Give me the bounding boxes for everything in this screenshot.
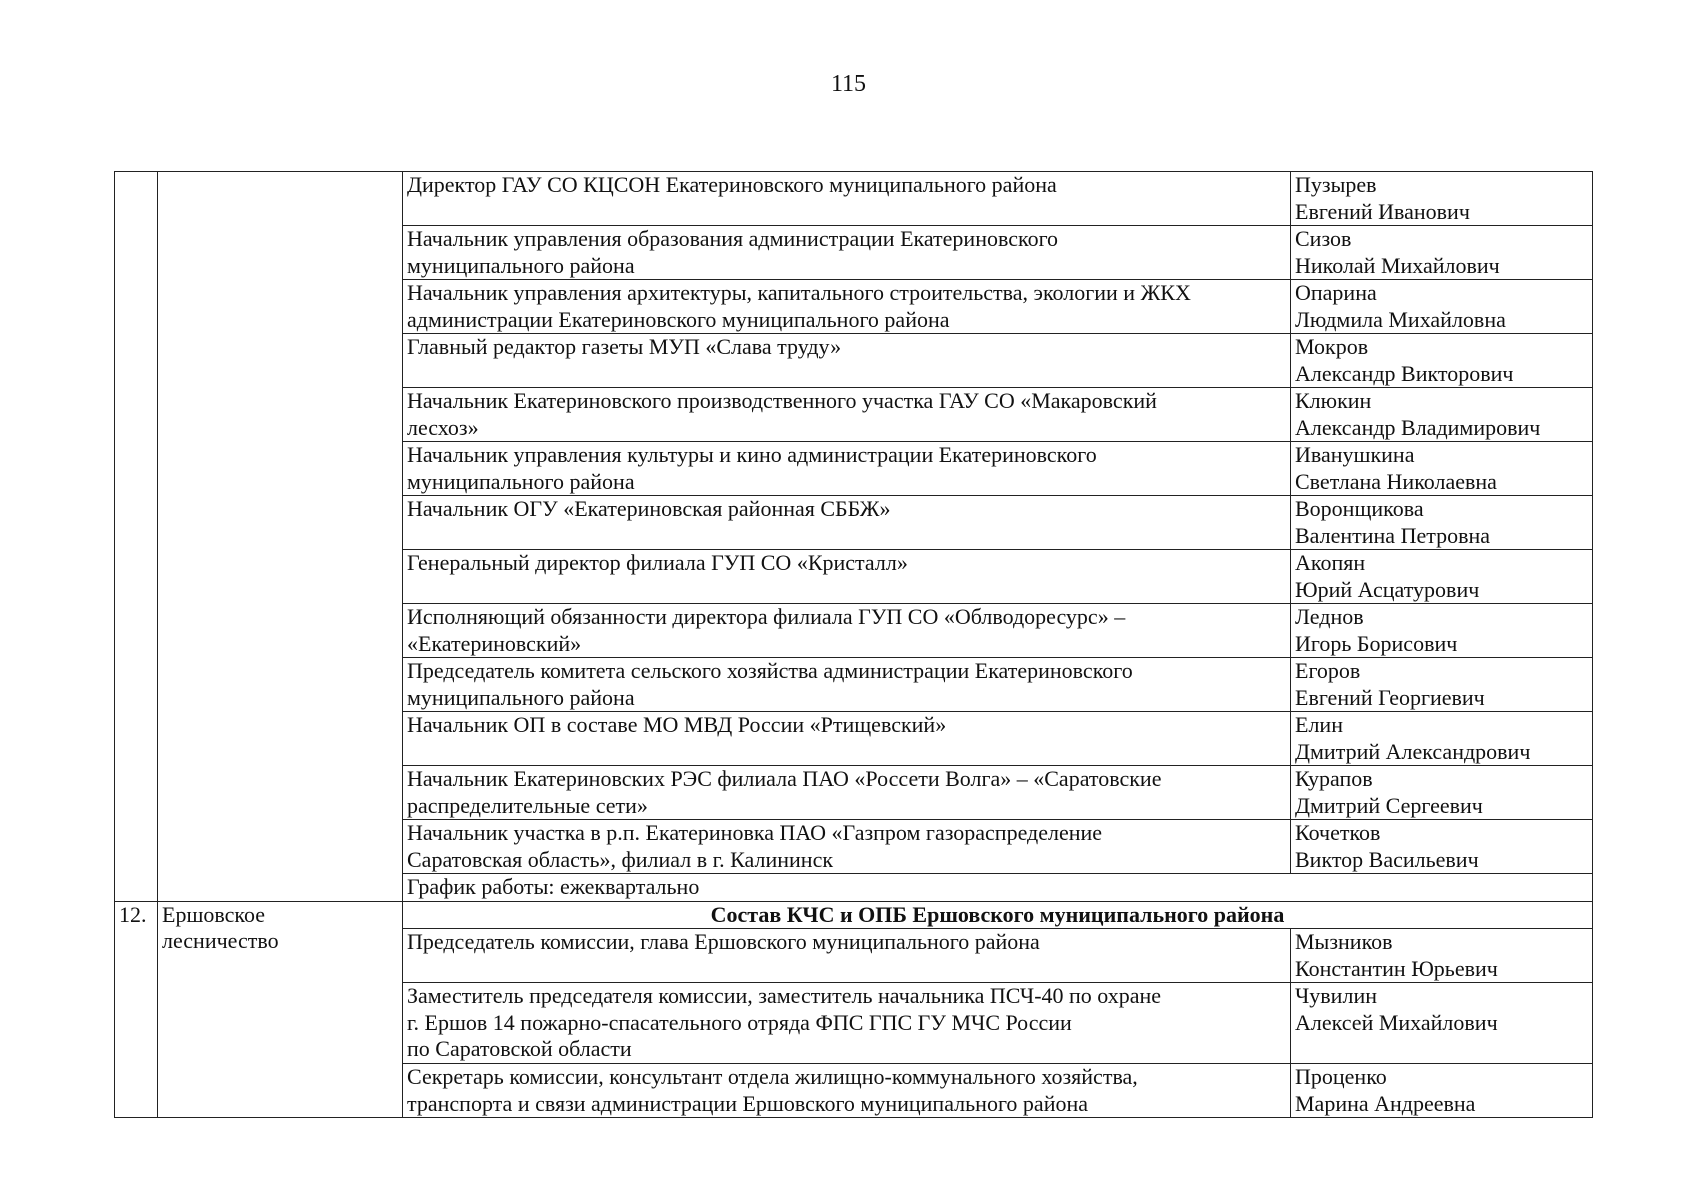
name-cell: [1291, 442, 1593, 496]
name-cell: [1291, 658, 1593, 712]
name-line: Валентина Петровна: [1295, 522, 1491, 548]
name-line: Мызников: [1295, 929, 1393, 954]
commission-table: [114, 171, 1593, 1118]
number-cell: [115, 172, 158, 902]
position-cell: [403, 820, 1291, 874]
name-line: Александр Викторович: [1295, 360, 1514, 386]
position-cell: [403, 1064, 1291, 1118]
name-line: Александр Владимирович: [1295, 414, 1541, 440]
name-line: Акопян: [1295, 550, 1366, 575]
position-cell: [403, 496, 1291, 550]
position-line: Председатель комитета сельского хозяйства администрации Екатериновского: [407, 658, 1133, 683]
section-title: Состав КЧС и ОПБ Ершовского муниципального района: [403, 901, 1593, 929]
name-cell: [1291, 280, 1593, 334]
name-line: Виктор Васильевич: [1295, 846, 1479, 872]
name-line: Егоров: [1295, 658, 1361, 683]
position-cell: [403, 388, 1291, 442]
name-line: Сизов: [1295, 226, 1352, 251]
position-cell: [403, 766, 1291, 820]
name-line: Николай Михайлович: [1295, 252, 1500, 278]
name-cell: [1291, 1064, 1593, 1118]
name-line: Иванушкина: [1295, 442, 1415, 467]
position-line: «Екатериновский»: [407, 630, 582, 656]
name-line: Леднов: [1295, 604, 1364, 629]
commission-table-body: [115, 172, 1593, 1118]
name-line: Мокров: [1295, 334, 1369, 359]
name-cell: [1291, 388, 1593, 442]
position-line: Председатель комиссии, глава Ершовского муниципального района: [407, 929, 1040, 954]
position-cell: [403, 658, 1291, 712]
position-line: администрации Екатериновского муниципального района: [407, 306, 950, 332]
position-cell: [403, 712, 1291, 766]
forestry-line: Ершовское: [162, 901, 266, 927]
forestry-line: лесничество: [162, 928, 279, 953]
section-number: 12.: [115, 901, 158, 1118]
name-line: Дмитрий Александрович: [1295, 738, 1531, 764]
position-line: Начальник Екатериновских РЭС филиала ПАО «Россети Волга» – «Саратовские: [407, 766, 1162, 791]
name-cell: [1291, 334, 1593, 388]
position-cell: [403, 442, 1291, 496]
position-cell: [403, 334, 1291, 388]
name-cell: [1291, 712, 1593, 766]
position-line: Исполняющий обязанности директора филиала ГУП СО «Облводоресурс» –: [407, 604, 1126, 629]
name-line: Светлана Николаевна: [1295, 468, 1497, 494]
forestry-name: [158, 901, 403, 1118]
name-cell: [1291, 929, 1593, 983]
name-line: Юрий Асцатурович: [1295, 576, 1480, 602]
position-line: Главный редактор газеты МУП «Слава труду»: [407, 334, 842, 359]
name-cell: [1291, 226, 1593, 280]
position-cell: [403, 550, 1291, 604]
position-line: Начальник управления архитектуры, капитального строительства, экологии и ЖКХ: [407, 280, 1191, 305]
name-cell: [1291, 172, 1593, 226]
name-cell: [1291, 820, 1593, 874]
position-line: по Саратовской области: [407, 1036, 632, 1061]
position-line: Начальник ОП в составе МО МВД России «Ртищевский»: [407, 712, 947, 737]
name-cell: [1291, 604, 1593, 658]
name-line: Чувилин: [1295, 983, 1377, 1008]
position-cell: [403, 929, 1291, 983]
position-line: Генеральный директор филиала ГУП СО «Кристалл»: [407, 550, 908, 575]
position-line: транспорта и связи администрации Ершовского муниципального района: [407, 1090, 1089, 1116]
page-number: 115: [830, 71, 867, 97]
name-line: Игорь Борисович: [1295, 630, 1458, 656]
name-line: Елин: [1295, 712, 1343, 737]
name-line: Людмила Михайловна: [1295, 306, 1506, 332]
name-line: Дмитрий Сергеевич: [1295, 792, 1483, 818]
position-line: Заместитель председателя комиссии, заместитель начальника ПСЧ-40 по охране: [407, 983, 1162, 1008]
position-line: Саратовская область», филиал в г. Калининск: [407, 846, 834, 872]
position-cell: [403, 172, 1291, 226]
name-line: Клюкин: [1295, 388, 1372, 413]
table-row: [115, 172, 1593, 226]
position-line: лесхоз»: [407, 414, 479, 440]
name-line: Пузырев: [1295, 172, 1377, 197]
name-line: Евгений Иванович: [1295, 198, 1470, 224]
position-line: муниципального района: [407, 468, 635, 494]
position-line: Начальник участка в р.п. Екатериновка ПАО «Газпром газораспределение: [407, 820, 1103, 845]
forestry-cell: [158, 172, 403, 902]
position-line: г. Ершов 14 пожарно-спасательного отряда ФПС ГПС ГУ МЧС России: [407, 1009, 1072, 1035]
name-line: Проценко: [1295, 1064, 1387, 1089]
name-cell: [1291, 496, 1593, 550]
position-line: Начальник управления образования администрации Екатериновского: [407, 226, 1059, 251]
position-cell: [403, 983, 1291, 1064]
name-cell: [1291, 766, 1593, 820]
name-line: Курапов: [1295, 766, 1373, 791]
position-line: Секретарь комиссии, консультант отдела жилищно-коммунального хозяйства,: [407, 1064, 1138, 1089]
section-title-row: [115, 901, 1593, 929]
position-line: муниципального района: [407, 252, 635, 278]
position-cell: [403, 280, 1291, 334]
name-line: Алексей Михайлович: [1295, 1009, 1498, 1035]
name-cell: [1291, 550, 1593, 604]
position-cell: [403, 226, 1291, 280]
name-line: Марина Андреевна: [1295, 1090, 1476, 1116]
position-line: Директор ГАУ СО КЦСОН Екатериновского муниципального района: [407, 172, 1057, 197]
position-line: муниципального района: [407, 684, 635, 710]
name-line: Опарина: [1295, 280, 1377, 305]
position-line: распределительные сети»: [407, 792, 648, 818]
position-cell: [403, 604, 1291, 658]
name-line: Константин Юрьевич: [1295, 955, 1498, 981]
name-line: Кочетков: [1295, 820, 1381, 845]
schedule-text: График работы: ежеквартально: [403, 874, 1593, 902]
position-line: Начальник Екатериновского производственного участка ГАУ СО «Макаровский: [407, 388, 1157, 413]
position-line: Начальник ОГУ «Екатериновская районная СББЖ»: [407, 496, 891, 521]
name-line: Евгений Георгиевич: [1295, 684, 1485, 710]
name-line: Воронщикова: [1295, 496, 1424, 521]
name-cell: [1291, 983, 1593, 1064]
position-line: Начальник управления культуры и кино администрации Екатериновского: [407, 442, 1097, 467]
